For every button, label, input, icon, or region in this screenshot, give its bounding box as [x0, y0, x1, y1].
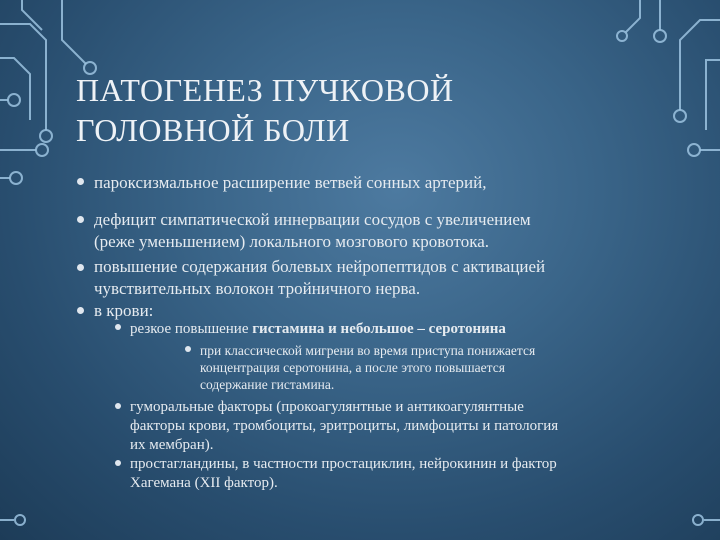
list-item-text: дефицит симпатической иннервации сосудов с увеличением: [94, 210, 531, 229]
list-item-text: содержание гистамина.: [200, 377, 335, 392]
bullet-dot: [115, 324, 121, 330]
list-item-text: [130, 320, 506, 339]
list-item: [94, 300, 153, 322]
bullet-dot: [77, 307, 84, 314]
bullet-dot: [77, 264, 84, 271]
list-item: [94, 256, 545, 300]
list-item: [130, 455, 557, 493]
list-item-text: повышение содержания болевых нейропептидов с активацией: [94, 257, 546, 276]
list-item-text: Хагемана (XII фактор).: [130, 475, 278, 491]
list-item-text: (реже уменьшением) локального мозгового кровотока.: [94, 232, 489, 251]
bullet-dot: [77, 178, 84, 185]
title-line: ГОЛОВНОЙ БОЛИ: [76, 112, 350, 148]
title-line: ПАТОГЕНЕЗ ПУЧКОВОЙ: [76, 72, 454, 108]
list-item-text: в крови:: [94, 301, 154, 320]
list-item-text: концентрация серотонина, а после этого повышается: [200, 360, 505, 375]
bullet-dot: [77, 216, 84, 223]
list-item: [94, 209, 531, 253]
list-item: [130, 320, 506, 339]
list-item-text: простагландины, в частности простациклин, нейрокинин и фактор: [130, 456, 557, 472]
list-item-text: пароксизмальное расширение ветвей сонных артерий,: [94, 173, 487, 192]
list-item-text: чувствительных волокон тройничного нерва.: [94, 279, 421, 298]
list-item: [130, 398, 558, 455]
list-item-text: их мембран).: [130, 437, 214, 453]
list-item-text: факторы крови, тромбоциты, эритроциты, лимфоциты и патология: [130, 418, 559, 434]
page-title: [76, 70, 636, 150]
list-item-text: гуморальные факторы (прокоагулянтные и антикоагулянтные: [130, 399, 524, 415]
list-item-text: при классической мигрени во время приступа понижается: [200, 343, 536, 358]
list-item: [94, 172, 486, 194]
list-item-prefix: резкое повышение: [130, 321, 253, 337]
bullet-dot: [185, 346, 191, 352]
list-item: [200, 342, 535, 393]
list-item-bold: гистамина и небольшое – серотонина: [252, 321, 506, 337]
bullet-dot: [115, 460, 121, 466]
bullet-dot: [115, 403, 121, 409]
